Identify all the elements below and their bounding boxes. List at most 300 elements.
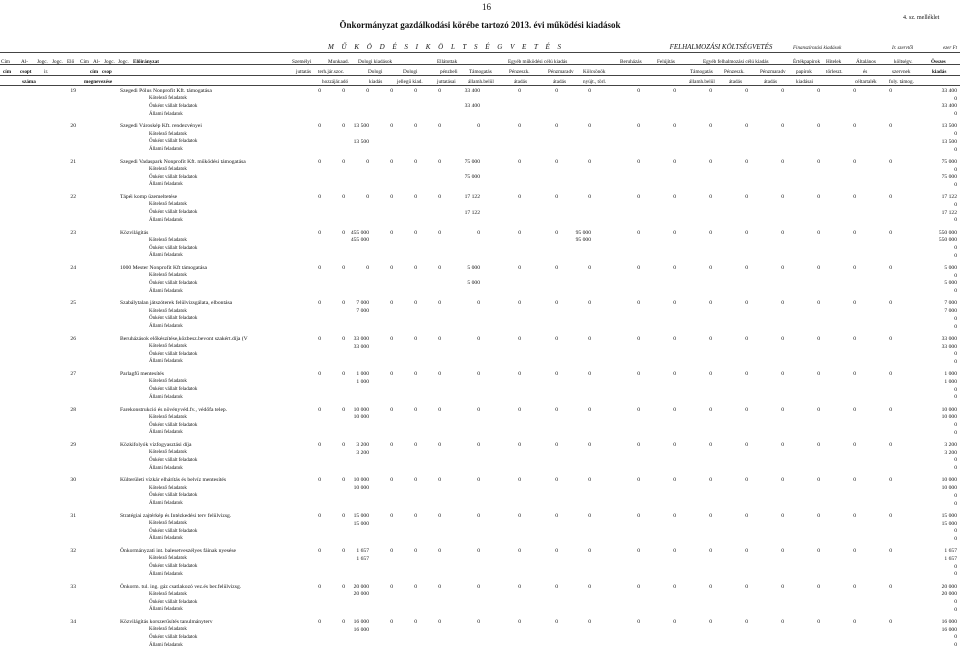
sub-row-name: Állami feladatok <box>149 642 183 648</box>
row-value: 0 <box>518 512 521 519</box>
row-value: 0 <box>817 619 820 625</box>
row-value: 0 <box>637 158 640 165</box>
row-value: 0 <box>817 123 820 130</box>
header-label-h13b: átadás <box>729 79 742 85</box>
sub-row-name: Állami feladatok <box>149 182 183 188</box>
row-value: 0 <box>889 477 892 484</box>
row-name: Szegedi Vadaspark Nonprofit Kft. működési támogatása <box>120 158 246 165</box>
sub-row-value: 75 000 <box>464 174 480 181</box>
row-value: 0 <box>745 406 748 413</box>
row-value: 0 <box>673 406 676 413</box>
row-value: 0 <box>366 265 369 271</box>
row-value: 0 <box>745 583 748 590</box>
row-value: 1 657 <box>944 548 957 555</box>
row-value: 0 <box>673 442 676 448</box>
sub-row-name: Önként vállalt feladatok <box>149 280 198 286</box>
sub-row-value: 5 000 <box>467 280 480 287</box>
row-value: 0 <box>366 88 369 94</box>
row-value: 0 <box>390 88 393 94</box>
sub-row-total: 0 <box>954 528 957 535</box>
row-value: 0 <box>518 194 521 201</box>
row-name: Szegedi Pólus Nonprofit Kft. támogatása <box>120 88 212 94</box>
header-rule-top <box>0 52 960 53</box>
row-value: 0 <box>817 512 820 519</box>
row-value: 17 122 <box>464 194 480 201</box>
row-value: 0 <box>414 512 417 519</box>
row-value: 0 <box>637 477 640 484</box>
row-value: 0 <box>518 229 521 236</box>
row-number: 23 <box>70 229 76 236</box>
header-label-h12: Egyéb felhalmozási célú kiadás <box>703 59 769 65</box>
sub-row-total: 0 <box>954 386 957 393</box>
row-value: 0 <box>342 406 345 413</box>
row-value: 33 400 <box>464 88 480 94</box>
header-label-h5b: pénzbeli <box>440 69 458 75</box>
row-value: 0 <box>889 619 892 625</box>
row-value: 1 657 <box>356 548 369 555</box>
header-label-c1: Cím <box>1 59 10 65</box>
header-label-h6b: államh.belül <box>468 79 494 85</box>
row-number: 29 <box>70 442 76 448</box>
row-value: 3 200 <box>944 442 957 448</box>
row-value: 0 <box>637 619 640 625</box>
sub-row-total: 0 <box>954 634 957 641</box>
row-number: 19 <box>70 88 76 94</box>
header-label-c2: Al- <box>21 59 28 65</box>
row-value: 0 <box>853 512 856 519</box>
header-label-h18a: költségv. <box>894 59 913 65</box>
header-label-c17: megnevezése <box>84 79 113 85</box>
row-value: 0 <box>781 123 784 130</box>
row-value: 0 <box>555 406 558 413</box>
sub-row-total: 0 <box>954 288 957 295</box>
row-value: 0 <box>342 442 345 448</box>
row-number: 33 <box>70 583 76 590</box>
sub-row-name: Önként vállalt feladatok <box>149 174 198 180</box>
row-value: 75 000 <box>941 158 957 165</box>
row-value: 0 <box>781 548 784 555</box>
row-number: 34 <box>70 619 76 625</box>
row-value: 0 <box>518 265 521 271</box>
row-value: 0 <box>555 194 558 201</box>
sub-row-total: 0 <box>954 201 957 208</box>
sub-row-name: Önként vállalt feladatok <box>149 493 198 499</box>
row-value: 0 <box>438 619 441 625</box>
header-label-c11: cím <box>3 69 12 75</box>
row-value: 13 500 <box>941 123 957 130</box>
row-value: 0 <box>390 548 393 555</box>
header-label-h19a: Összes <box>931 59 946 65</box>
row-value: 7 000 <box>944 300 957 307</box>
row-value: 0 <box>781 194 784 201</box>
row-value: 10 000 <box>941 406 957 413</box>
sub-row-value: 1 000 <box>356 378 369 385</box>
row-value: 0 <box>414 477 417 484</box>
header-label-h18c: foly. támog. <box>889 79 914 85</box>
row-value: 0 <box>817 229 820 236</box>
row-value: 0 <box>390 265 393 271</box>
row-value: 0 <box>853 194 856 201</box>
row-value: 15 000 <box>941 512 957 519</box>
sub-row-name: Állami feladatok <box>149 536 183 542</box>
sub-row-total: 33 400 <box>941 103 957 110</box>
row-number: 28 <box>70 406 76 413</box>
row-value: 0 <box>390 477 393 484</box>
row-value: 0 <box>555 619 558 625</box>
row-value: 20 000 <box>941 583 957 590</box>
row-name: Tápéi komp üzemeltetése <box>120 194 178 201</box>
sub-row-total: 16 000 <box>941 626 957 633</box>
row-value: 7 000 <box>356 300 369 307</box>
row-value: 0 <box>588 406 591 413</box>
capital-budget-group-header: FELHALMOZÁSI KÖLTSÉGVETÉS <box>669 43 773 51</box>
sub-row-total: 0 <box>954 563 957 570</box>
row-value: 0 <box>817 477 820 484</box>
sub-row-value: 7 000 <box>356 308 369 315</box>
row-value: 0 <box>637 88 640 94</box>
row-value: 0 <box>588 512 591 519</box>
row-value: 0 <box>588 300 591 307</box>
row-value: 0 <box>555 229 558 236</box>
row-value: 0 <box>889 265 892 271</box>
row-value: 0 <box>889 88 892 94</box>
row-value: 0 <box>745 88 748 94</box>
sub-row-total: 0 <box>954 166 957 173</box>
row-value: 0 <box>673 123 676 130</box>
row-value: 0 <box>673 158 676 165</box>
row-value: 1 000 <box>356 371 369 378</box>
row-value: 0 <box>889 229 892 236</box>
sub-row-name: Önként vállalt feladatok <box>149 351 198 357</box>
row-value: 0 <box>414 406 417 413</box>
sub-row-name: Kötelező feladatok <box>149 485 187 491</box>
row-number: 26 <box>70 335 76 342</box>
header-label-h5c: juttatásai <box>437 79 456 85</box>
row-value: 0 <box>342 548 345 555</box>
row-value: 75 000 <box>464 158 480 165</box>
sub-row-total: 10 000 <box>941 485 957 492</box>
sub-row-name: Állami feladatok <box>149 217 183 223</box>
row-value: 0 <box>414 300 417 307</box>
row-value: 0 <box>555 512 558 519</box>
row-value: 0 <box>889 548 892 555</box>
row-value: 0 <box>588 335 591 342</box>
sub-row-value: 15 000 <box>353 520 369 527</box>
sub-row-name: Kötelező feladatok <box>149 414 187 420</box>
sub-row-total: 0 <box>954 181 957 188</box>
row-value: 0 <box>817 442 820 448</box>
sub-row-name: Állami feladatok <box>149 111 183 117</box>
row-value: 0 <box>745 158 748 165</box>
sub-row-total: 0 <box>954 642 957 649</box>
row-value: 0 <box>853 265 856 271</box>
row-value: 0 <box>853 300 856 307</box>
sub-row-total: 20 000 <box>941 591 957 598</box>
row-value: 0 <box>342 335 345 342</box>
sub-row-total: 0 <box>954 500 957 507</box>
row-name: Parlagfű mentesítés <box>120 371 164 378</box>
sub-row-total: 5 000 <box>944 280 957 287</box>
row-value: 0 <box>318 406 321 413</box>
header-label-c8: Jogc. <box>104 59 115 65</box>
row-value: 0 <box>555 300 558 307</box>
row-value: 0 <box>438 229 441 236</box>
row-value: 0 <box>673 583 676 590</box>
row-value: 0 <box>366 194 369 201</box>
row-value: 0 <box>414 265 417 271</box>
row-number: 22 <box>70 194 76 201</box>
row-value: 0 <box>390 158 393 165</box>
row-name: Stratégiai zajtérkép és Intézkedési terv felülvizsg. <box>120 512 232 519</box>
row-value: 0 <box>390 583 393 590</box>
sub-row-name: Állami feladatok <box>149 430 183 436</box>
header-label-h14a: Pénzmaradv <box>760 69 786 75</box>
row-value: 0 <box>342 477 345 484</box>
row-value: 0 <box>781 406 784 413</box>
row-value: 0 <box>817 88 820 94</box>
row-value: 0 <box>318 300 321 307</box>
header-label-h2c: hozzájár.adó <box>322 79 349 85</box>
row-name: Külterületi vízkár elhárítás és belvíz mentesítés <box>120 477 227 484</box>
sub-row-value: 17 122 <box>464 209 480 216</box>
row-value: 16 000 <box>941 619 957 625</box>
header-label-c13: ir. <box>44 69 49 75</box>
header-label-c16: száma <box>22 79 36 85</box>
row-value: 0 <box>745 300 748 307</box>
row-value: 0 <box>342 88 345 94</box>
header-label-h8a: Pénzmaradv <box>548 69 574 75</box>
sub-row-total: 550 000 <box>938 237 957 244</box>
row-value: 550 000 <box>938 229 957 236</box>
row-value: 0 <box>477 512 480 519</box>
row-value: 0 <box>673 548 676 555</box>
row-value: 0 <box>745 548 748 555</box>
sub-row-value: 10 000 <box>353 414 369 421</box>
header-label-h6: Egyéb működési célú kiadás <box>508 59 568 65</box>
row-value: 20 000 <box>353 583 369 590</box>
sub-row-name: Állami feladatok <box>149 288 183 294</box>
header-label-c14: cím <box>90 69 99 75</box>
header-label-c7: Al- <box>93 59 100 65</box>
row-value: 0 <box>709 265 712 271</box>
row-value: 0 <box>817 548 820 555</box>
header-label-h15b: papírok <box>796 69 812 75</box>
sub-row-name: Kötelező feladatok <box>149 344 187 349</box>
financing-group-header: Finanszírozási kiadások <box>793 46 842 51</box>
row-value: 0 <box>637 123 640 130</box>
row-value: 0 <box>438 300 441 307</box>
sub-row-name: Önként vállalt feladatok <box>149 528 198 534</box>
row-value: 0 <box>817 583 820 590</box>
row-value: 0 <box>637 371 640 378</box>
sub-row-total: 0 <box>954 535 957 542</box>
sub-row-total: 15 000 <box>941 520 957 527</box>
unit-label: ezer Ft <box>943 46 958 51</box>
row-value: 0 <box>781 300 784 307</box>
row-value: 0 <box>853 583 856 590</box>
sub-row-value: 95 000 <box>575 237 591 244</box>
row-value: 0 <box>318 265 321 271</box>
header-label-h15a: Értékpapírok <box>793 59 821 65</box>
sub-row-name: Kötelező feladatok <box>149 627 187 633</box>
row-value: 0 <box>817 265 820 271</box>
header-label-c5: Elő <box>67 59 75 65</box>
row-value: 0 <box>673 335 676 342</box>
row-value: 455 000 <box>350 229 369 236</box>
header-label-h17b: és <box>863 69 868 75</box>
row-value: 0 <box>518 406 521 413</box>
sub-row-name: Kötelező feladatok <box>149 556 187 562</box>
sub-row-total: 0 <box>954 351 957 358</box>
row-value: 0 <box>745 442 748 448</box>
sub-row-total: 7 000 <box>944 308 957 315</box>
row-value: 0 <box>637 300 640 307</box>
row-value: 0 <box>817 158 820 165</box>
row-value: 0 <box>637 548 640 555</box>
row-value: 0 <box>438 371 441 378</box>
row-value: 0 <box>853 477 856 484</box>
row-value: 0 <box>637 335 640 342</box>
sub-row-value: 455 000 <box>350 237 369 244</box>
row-value: 0 <box>588 583 591 590</box>
row-value: 0 <box>781 88 784 94</box>
row-value: 0 <box>518 477 521 484</box>
sub-row-name: Kötelező feladatok <box>149 379 187 385</box>
sub-row-total: 0 <box>954 252 957 259</box>
row-value: 0 <box>709 371 712 378</box>
header-label-c12: csopt <box>20 69 32 75</box>
sub-row-total: 0 <box>954 422 957 428</box>
row-value: 0 <box>390 406 393 413</box>
header-label-c10: Előirányzat <box>133 59 159 65</box>
row-value: 0 <box>555 477 558 484</box>
row-number: 25 <box>70 300 76 307</box>
operating-budget-group-header: M Ű K Ö D É S I K Ö L T S É G V E T É S <box>327 43 565 51</box>
header-label-h3a: Dologi <box>368 69 383 75</box>
row-value: 0 <box>781 335 784 342</box>
row-value: 0 <box>673 88 676 94</box>
sub-row-total: 0 <box>954 245 957 251</box>
row-value: 0 <box>853 442 856 448</box>
row-value: 0 <box>588 265 591 271</box>
row-value: 0 <box>673 371 676 378</box>
header-label-h7b: átadás <box>514 79 527 85</box>
sub-row-name: Kötelező feladatok <box>149 591 187 597</box>
row-value: 0 <box>342 583 345 590</box>
sub-row-name: Önként vállalt feladatok <box>149 103 198 109</box>
row-value: 0 <box>555 548 558 555</box>
row-value: 0 <box>781 477 784 484</box>
row-value: 0 <box>438 194 441 201</box>
row-value: 0 <box>889 406 892 413</box>
row-value: 0 <box>518 371 521 378</box>
row-value: 0 <box>588 477 591 484</box>
row-value: 0 <box>709 194 712 201</box>
row-value: 0 <box>555 371 558 378</box>
sub-row-name: Állami feladatok <box>149 465 183 471</box>
row-value: 0 <box>477 229 480 236</box>
row-value: 0 <box>709 158 712 165</box>
row-value: 0 <box>318 512 321 519</box>
header-label-c6: Cím <box>80 59 89 65</box>
row-value: 0 <box>318 123 321 130</box>
header-rule-bottom <box>0 85 960 86</box>
row-number: 32 <box>70 548 76 555</box>
row-value: 0 <box>709 477 712 484</box>
row-value: 0 <box>853 335 856 342</box>
header-label-c3: Jogc. <box>37 59 48 65</box>
sub-row-name: Kötelező feladatok <box>149 167 187 172</box>
row-value: 0 <box>318 583 321 590</box>
row-value: 5 000 <box>944 265 957 271</box>
header-label-h5a: Ellátottak <box>437 59 458 65</box>
row-value: 10 000 <box>353 406 369 413</box>
sub-row-total: 10 000 <box>941 414 957 421</box>
row-value: 0 <box>414 123 417 130</box>
row-value: 0 <box>853 406 856 413</box>
row-value: 0 <box>673 512 676 519</box>
sub-row-name: Állami feladatok <box>149 147 183 152</box>
row-value: 0 <box>477 548 480 555</box>
row-value: 0 <box>390 442 393 448</box>
row-value: 0 <box>318 335 321 342</box>
sub-row-name: Önként vállalt feladatok <box>149 316 198 322</box>
sub-row-total: 13 500 <box>941 138 957 145</box>
row-value: 0 <box>745 229 748 236</box>
row-value: 0 <box>637 512 640 519</box>
row-value: 0 <box>555 88 558 94</box>
row-value: 0 <box>342 512 345 519</box>
row-value: 0 <box>390 512 393 519</box>
header-label-h19b: kiadás <box>932 69 947 75</box>
row-value: 0 <box>477 300 480 307</box>
row-value: 0 <box>518 583 521 590</box>
row-value: 0 <box>390 371 393 378</box>
row-value: 0 <box>555 335 558 342</box>
row-value: 0 <box>817 335 820 342</box>
row-value: 0 <box>477 442 480 448</box>
row-value: 0 <box>853 229 856 236</box>
row-value: 0 <box>477 619 480 625</box>
sub-row-value: 16 000 <box>353 626 369 633</box>
sub-row-total: 75 000 <box>941 174 957 181</box>
sub-row-name: Kötelező feladatok <box>149 273 187 279</box>
row-value: 0 <box>588 88 591 94</box>
row-value: 0 <box>414 548 417 555</box>
row-value: 0 <box>438 158 441 165</box>
row-value: 0 <box>518 123 521 130</box>
row-value: 0 <box>438 512 441 519</box>
row-value: 0 <box>555 583 558 590</box>
row-value: 0 <box>438 265 441 271</box>
header-label-h4a: Dologi <box>403 69 418 75</box>
row-value: 0 <box>555 123 558 130</box>
row-value: 0 <box>781 583 784 590</box>
row-value: 0 <box>853 548 856 555</box>
row-value: 0 <box>637 442 640 448</box>
row-value: 0 <box>518 300 521 307</box>
row-value: 0 <box>477 371 480 378</box>
row-value: 0 <box>318 88 321 94</box>
row-value: 0 <box>390 123 393 130</box>
row-value: 0 <box>318 477 321 484</box>
row-value: 0 <box>477 335 480 342</box>
sub-row-total: 0 <box>954 146 957 153</box>
row-value: 0 <box>342 300 345 307</box>
row-value: 0 <box>709 548 712 555</box>
row-name: Közvilágítás <box>120 229 149 236</box>
row-value: 0 <box>781 158 784 165</box>
